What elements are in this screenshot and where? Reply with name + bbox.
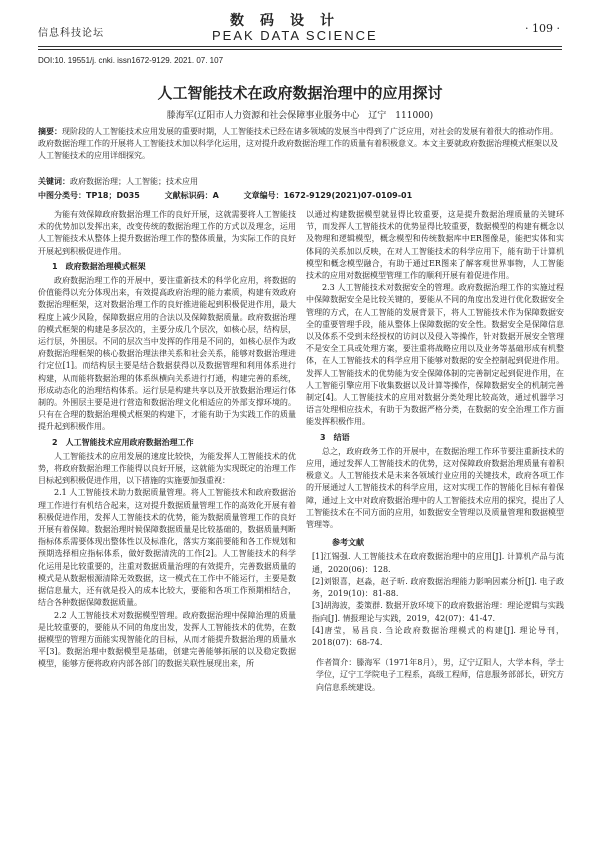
section-2-1-paragraph: 2.1 人工智能技术助力数据质量管理。将人工智能技术和政府数据治理工作进行有机结合起来，这对提升数据质量管理工作的高效化开展有着积极促进作用，发挥人工智能技术的优势，能为数据质量管理工作的良好开展有着保障。数据治理时候保障数据质量是比较基础的，数据质量判断指标体系需要体现出整体性以及标准化，落实方案前要能和各工作规划和预期选择相应指标体系，做好数据清洗的工作[2]。人工智能技术的科学化运用是比较重要的，注重对数据质量治理的有效提升，完善数据质量的模式是从数据根源清除无效数据，这一模式在工作中不能运行，主要是数据信息量大，还有就是投入的成本比较大，要能和各项工作预期相结合，结合各种数据保障数据质量。 — [38, 488, 296, 608]
journal-title-cn: 数码设计 — [230, 13, 350, 29]
left-column — [38, 209, 296, 671]
journal-title-en: PEAK DATA SCIENCE — [212, 28, 378, 43]
author-bio: 作者简介：滕海军（1971年8月），男，辽宁辽阳人，大学本科，学士学位，辽宁工学院电子工程系，高级工程师，信息服务部部长，研究方向信息系统建设。 — [316, 658, 564, 692]
section-2-paragraph: 人工智能技术的应用发展的速度比较快，为能发挥人工智能技术的优势，将政府数据治理工作能得以良好开展，这就能为实现既定的治理工作目标起到积极促进作用，以下措施的实施要加强重视： — [38, 451, 296, 486]
section-heading-3: 3 结语 — [320, 432, 350, 442]
references-heading: 参考文献 — [332, 538, 364, 548]
reference-item: [1]江锡强. 人工智能技术在政府数据治理中的应用[J]. 计算机产品与流通，2020(06)：128. — [312, 552, 564, 574]
right-column — [306, 209, 564, 694]
intro-paragraph: 为能有效保障政府数据治理工作的良好开展，这就需要将人工智能技术的优势加以发挥出来，改变传统的数据治理工作的方式以及理念，运用人工智能技术从整体上提升数据治理工作的整体质量，为实际工作的良好开展起到积极促进作用。 — [38, 210, 296, 256]
section-1-paragraph: 政府数据治理工作的开展中，要注重新技术的科学化应用，将数据的价值能得以充分体现出来，有效提高政府治理的能力素质，构建有效政府数据治理框架，这对数据治理工作的良好推进能起到积极促进作用，最大程度上减少风险，保障数据应用的合法以及保障数据质量。政府数据治理的模式框架的构建是多层次的，主要分成几个层次，如核心层，结构层，运行层，外围层。不同的层次当中发挥的作用是不同的，如核心层作为政府数据治理框架的核心数据治理法律关系和社会关系，能够对数据治理进行定位[1]。而结构层主要是结合数据获得以及数据管理和利用体系进行构建，从而能将数据治理的体系纵横向关系进行打通，构建完善的系统，形成动态化的治理结构体系。运行层是构建共享以及开放数据治理运行体制的。外围层主要是进行营造和数据治理文化相适应的外部支撑环境的。只有在合理的数据治理模式框架的构建下，才能有助于为实践工作的质量提升起到积极作用。 — [38, 276, 296, 432]
conclusion-paragraph: 总之，政府政务工作的开展中，在数据治理工作环节要注重新技术的应用，通过发挥人工智能技术的优势，这对保障政府数据治理质量有着积极意义。人工智能技术是未来各领域行业应用的关键技术，政府各项工作的开展通过人工智能技术的科学应用，这对实现工作的智能化目标有着保障，通过上文中对政府数据治理中的人工智能技术应用的探究，提出了人工智能技术在不同方面的应用，如数据安全管理以及质量管理和数据模型管理等。 — [306, 446, 564, 530]
section-2-2-paragraph: 2.2 人工智能技术对数据模型管理。政府数据治理中保障治理的质量是比较重要的，要能从不同的角度出发，发挥人工智能技术的优势，在数据模型的管理方面能实现智能化的目标，从而才能提升数据治理的质量水平[3]。数据治理中数据模型是基础，创建完善能够拓展的以及稳定数据模型，能够方便将政府内部各部门的数据关联性展现出来，所 — [38, 610, 296, 669]
section-heading-1: 1 政府数据治理模式框架 — [52, 261, 146, 271]
article-number: 文章编号：1672-9129(2021)07-0109-01 — [243, 191, 413, 200]
page-number: · 109 · — [525, 22, 560, 35]
doi: DOI:10. 19551/j. cnki. issn1672-9129. 2021. 07. 107 — [38, 56, 224, 65]
header-rule-thin — [38, 49, 562, 50]
document-code: 文献标识码：A — [164, 191, 219, 200]
section-2-3-paragraph: 2.3 人工智能技术对数据安全的管理。政府数据治理工作的实施过程中保障数据安全是比较关键的，要能从不同的角度出发进行优化数据安全管理的方式，在人工智能的发展背景下，将人工智能技术作为保障数据安全的重要管理手段，能从整体上保障数据的安全性。数据安全是保障信息以及体系不受到未经授权的访问以及侵入等操作，针对数据开展安全管理不是安全工具或处理方案，要注重将战略应用以及业务等基础形成有机整体，在人工智能技术的科学应用下能够对数据的安全控制起到促进作用。发挥人工智能技术的优势能为安全保障体制的完善制定起到促进作用，在人工智能引擎应用下收集数据以及计算等操作，保障数据安全的机制完善制定[4]。人工智能技术的应用对数据分类处理比较高效，通过机器学习语言处理相应技术，有助于为数据严格分类，在数据的安全治理工作方面能发挥积极作用。 — [306, 283, 564, 427]
abstract-label: 摘要： — [38, 127, 62, 136]
classification-line — [38, 190, 434, 201]
abstract-text: 现阶段的人工智能技术应用发展的重要时期，人工智能技术已经在诸多领域的发展当中得到了广泛应用，对社会的发展有着很大的推动作用。政府数据治理工作的开展将人工智能技术加以科学化运用，这对提升政府数据治理工作的质量有着积极意义。本文主要就政府数据治理模式框架以及人工智能技术的应用详细探究。 — [38, 127, 558, 160]
journal-section-label: 信息科技论坛 — [38, 28, 104, 39]
reference-item: [3]胡海波，娄策群. 数据开放环境下的政府数据治理：理论逻辑与实践指向[J]. 情报理论与实践，2019，42(07)：41-47. — [312, 601, 564, 623]
section-2-2-continued: 以通过构建数据模型就显得比较重要，这是提升数据治理质量的关键环节，而发挥人工智能技术的优势显得比较重要，数据模型的构建有概念以及物理和逻辑模型，概念模型和传统数据库中ER图像是，能把实体和实体间的关系加以反映，在对人工智能技术的科学应用下，能有助于计算机模型和概念模型融合，有助于通过ER图来了解客观世界事物，人工智能技术的应用对数据模型管理工作的顺利开展有着促进作用。 — [306, 210, 564, 281]
clc-number: 中图分类号：TP18；D035 — [38, 191, 140, 200]
paper-title: 人工智能技术在政府数据治理中的应用探讨 — [157, 84, 443, 102]
author-line: 滕海军(辽阳市人力资源和社会保障事业服务中心 辽宁 111000) — [166, 111, 434, 121]
header-rule-thick — [38, 46, 562, 47]
keywords-label: 关键词： — [38, 177, 70, 186]
abstract — [38, 126, 562, 162]
reference-item: [4]唐莹，易昌良. 刍论政府数据治理模式的构建[J]. 理论导刊，2018(07)：68-74. — [312, 625, 564, 647]
section-heading-2: 2 人工智能技术应用政府数据治理工作 — [52, 437, 194, 447]
keywords — [38, 176, 198, 187]
keywords-text: 政府数据治理；人工智能；技术应用 — [70, 177, 198, 186]
reference-item: [2]刘银喜，赵淼，赵子昕. 政府数据治理能力影响因素分析[J]. 电子政务，2019(10)：81-88. — [312, 576, 564, 599]
